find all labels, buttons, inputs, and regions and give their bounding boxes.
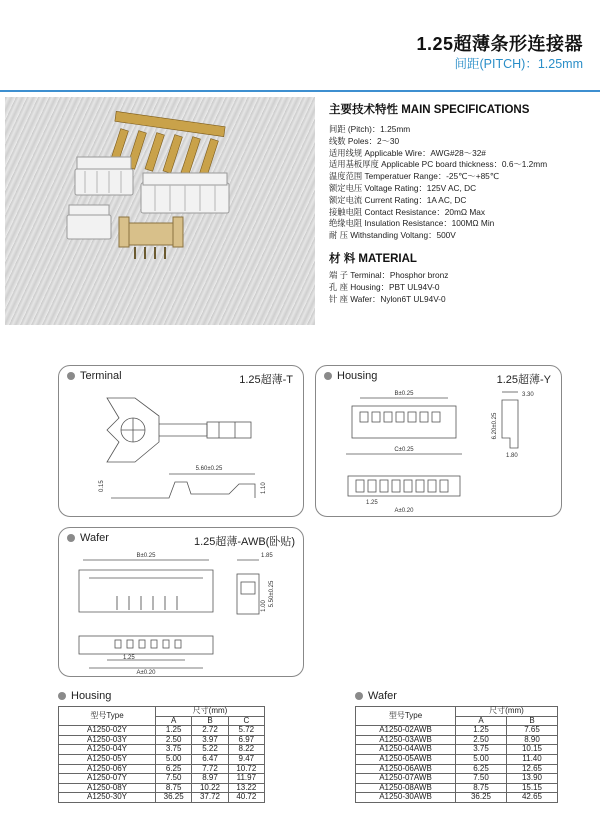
spec-item: 适用线规 Applicable Wire：AWG#28～32#: [329, 147, 486, 158]
specs-heading: 主要技术特性 MAIN SPECIFICATIONS: [329, 104, 530, 116]
dim-label: 0.15: [99, 480, 105, 492]
housing-box-tag: 1.25超薄-Y: [496, 374, 551, 386]
col-header: 型号Type: [356, 707, 456, 726]
housing-table: [58, 706, 265, 803]
terminal-drawing-box: [58, 365, 304, 517]
col-header: 型号Type: [59, 707, 156, 726]
col-header: B: [192, 716, 228, 726]
spec-item: 额定电流 Current Rating：1A AC, DC: [329, 194, 467, 205]
material-item: 孔 座 Housing：PBT UL94V-0: [329, 281, 440, 292]
spec-item: 适用基板厚度 Applicable PC board thickness：0.6～1.2mm: [329, 159, 548, 170]
page-title: 1.25超薄条形连接器: [416, 34, 583, 54]
housing-table-label: Housing: [58, 690, 111, 702]
table-row: A1250-02Y 1.25 2.72 5.72: [59, 726, 265, 736]
table-row: A1250-06Y 6.25 7.72 10.72: [59, 764, 265, 774]
housing-drawing-box: [315, 365, 562, 517]
table-row: A1250-05Y 5.00 6.47 9.47: [59, 754, 265, 764]
dim-label: A±0.20: [394, 508, 414, 514]
product-photo: [5, 97, 315, 325]
dim-label: B±0.25: [394, 391, 414, 397]
wafer-drawing-box: [58, 527, 304, 677]
dim-label: 3.30: [522, 392, 534, 398]
material-item: 针 座 Wafer：Nylon6T UL94V-0: [329, 293, 446, 304]
table-row: A1250-30Y 36.25 37.72 40.72: [59, 793, 265, 803]
col-header: 尺寸(mm): [156, 707, 265, 717]
wafer-box-label: Wafer: [67, 532, 109, 544]
wafer-table-label: Wafer: [355, 690, 397, 702]
spec-item: 线数 Poles：2～30: [329, 135, 400, 146]
dim-label: 5.60±0.25: [195, 466, 223, 472]
bullet-icon: [355, 692, 363, 700]
dim-label: 1.25: [123, 655, 135, 661]
table-row: A1250-08AWB 8.75 15.15: [356, 783, 558, 793]
dim-label: 1.85: [261, 553, 273, 559]
bullet-icon: [67, 534, 75, 542]
table-row: A1250-03AWB 2.50 8.90: [356, 735, 558, 745]
bullet-icon: [324, 372, 332, 380]
dim-label: B±0.25: [136, 553, 156, 559]
dim-label: 1.80: [506, 453, 518, 459]
material-item: 端 子 Terminal：Phosphor bronz: [329, 270, 449, 280]
dim-label: 1.10: [261, 482, 267, 494]
header-divider: [0, 90, 600, 92]
dim-label: 5.50±0.25: [269, 580, 275, 608]
material-list: [329, 270, 448, 305]
table-row: A1250-04Y 3.75 5.22 8.22: [59, 745, 265, 755]
spec-item: 温度范围 Temperatuer Range：-25℃～+85℃: [329, 171, 500, 182]
table-row: A1250-08Y 8.75 10.22 13.22: [59, 783, 265, 793]
housing-drawing: [316, 384, 561, 514]
col-header: 尺寸(mm): [456, 707, 558, 717]
page-subtitle: 间距(PITCH)：1.25mm: [454, 57, 583, 71]
spec-item: 间距 (Pitch)：1.25mm: [329, 124, 411, 134]
table-row: A1250-03Y 2.50 3.97 6.97: [59, 735, 265, 745]
wafer-table: [355, 706, 558, 803]
wafer-box-tag: 1.25超薄-AWB(卧贴): [193, 536, 295, 548]
spec-item: 绝缘电阻 Insulation Resistance：100MΩ Min: [329, 218, 495, 229]
col-header: B: [507, 716, 558, 726]
terminal-box-label: Terminal: [67, 370, 122, 382]
bullet-icon: [67, 372, 75, 380]
table-row: A1250-30AWB 36.25 42.65: [356, 793, 558, 803]
dim-label: 1.25: [366, 500, 378, 506]
spec-item: 耐 压 Withstanding Voltang：500V: [329, 230, 456, 241]
col-header: C: [228, 716, 264, 726]
dim-label: A±0.20: [136, 670, 156, 674]
bullet-icon: [58, 692, 66, 700]
terminal-drawing: [59, 386, 303, 514]
spec-item: 接触电阻 Contact Resistance：20mΩ Max: [329, 206, 486, 217]
col-header: A: [456, 716, 507, 726]
material-heading: 材 料 MATERIAL: [329, 253, 417, 265]
table-row: A1250-02AWB 1.25 7.65: [356, 726, 558, 736]
dim-label: C±0.25: [394, 447, 414, 453]
table-row: A1250-07Y 7.50 8.97 11.97: [59, 774, 265, 784]
dim-label: 1.00: [261, 600, 267, 612]
table-row: A1250-05AWB 5.00 11.40: [356, 754, 558, 764]
wafer-drawing: [59, 548, 303, 674]
specs-list: [329, 124, 547, 242]
table-row: A1250-06AWB 6.25 12.65: [356, 764, 558, 774]
table-row: A1250-04AWB 3.75 10.15: [356, 745, 558, 755]
col-header: A: [156, 716, 192, 726]
table-row: A1250-07AWB 7.50 13.90: [356, 774, 558, 784]
dim-label: 6.20±0.25: [492, 412, 498, 440]
housing-box-label: Housing: [324, 370, 377, 382]
terminal-box-tag: 1.25超薄-T: [239, 374, 293, 386]
spec-item: 额定电压 Voltage Rating：125V AC, DC: [329, 182, 477, 193]
